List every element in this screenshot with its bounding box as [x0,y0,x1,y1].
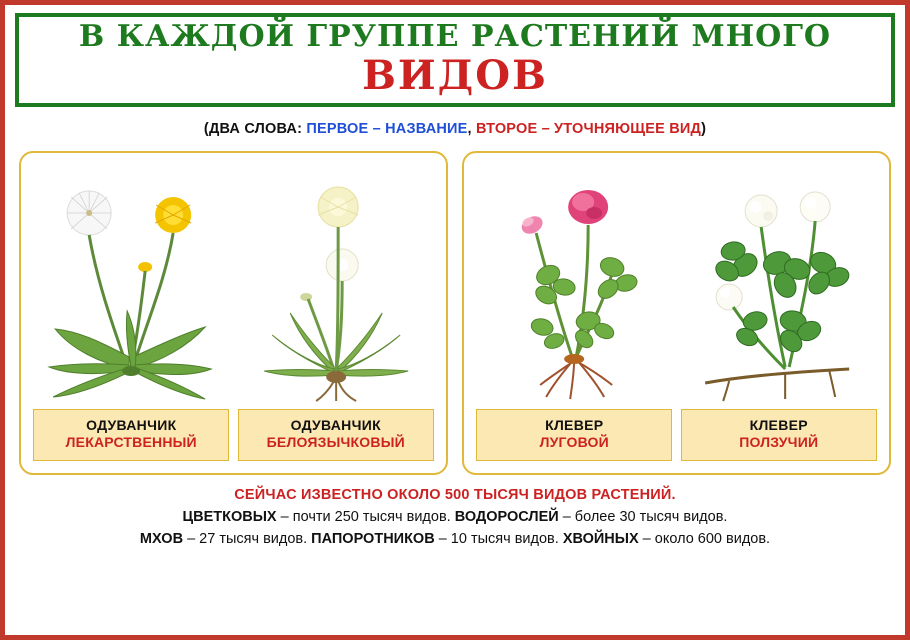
subtitle-part-2: ПЕРВОЕ – НАЗВАНИЕ [306,120,468,137]
footer-value-ferns: – 10 тысяч видов. [434,530,563,547]
clover-meadow-cell [476,163,672,403]
page-title-line-1: В КАЖДОЙ ГРУППЕ РАСТЕНИЙ МНОГО [78,19,832,54]
subtitle-part-1: ДВА СЛОВА [208,120,298,137]
dandelion-medicinal-art [33,171,229,403]
dandelion-images-row [29,163,438,403]
plant-label-clover-meadow [476,409,672,461]
page-title-line-2: ВИДОВ [362,51,548,99]
clover-creeping-art [681,171,877,403]
footer-term-flowering: ЦВЕТКОВЫХ [182,508,277,525]
subtitle-comma: , [467,120,477,137]
footer-term-conifers: ХВОЙНЫХ [562,530,639,547]
footer-value-mosses: – 27 тысяч видов. [183,530,312,547]
clover-meadow-art [476,171,672,403]
dandelion-panel [19,151,448,475]
plant-panels [19,151,891,475]
dandelion-medicinal-cell [33,163,229,403]
plant-species: ЛУГОВОЙ [539,434,609,450]
plant-species: ПОЛЗУЧИЙ [739,434,819,450]
footer-value-flowering: – почти 250 тысяч видов. [276,508,455,525]
subtitle-colon: : [297,120,307,137]
clover-labels-row [472,409,881,461]
dandelion-labels-row [29,409,438,461]
footer-term-mosses: МХОВ [139,530,184,547]
footer-line-2 [5,509,905,525]
plant-species: БЕЛОЯЗЫЧКОВЫЙ [266,434,405,450]
plant-genus: КЛЕВЕР [749,416,808,433]
plant-genus: ОДУВАНЧИК [86,416,177,433]
plant-label-clover-creeping [681,409,877,461]
statistics-footer [5,487,905,547]
plant-label-dandelion-white-tongue [238,409,434,461]
footer-term-ferns: ПАПОРОТНИКОВ [311,530,435,547]
footer-line-3 [5,531,905,547]
subtitle-open-paren: ( [203,120,209,137]
title-banner [15,13,895,107]
plant-genus: КЛЕВЕР [545,416,604,433]
plant-label-dandelion-medicinal [33,409,229,461]
subtitle-part-3: ВТОРОЕ – УТОЧНЯЮЩЕЕ ВИД [476,120,702,137]
footer-term-algae: ВОДОРОСЛЕЙ [454,508,559,525]
dandelion-white-tongue-art [238,171,434,403]
footer-headline: СЕЙЧАС ИЗВЕСТНО ОКОЛО 500 ТЫСЯЧ ВИДОВ РАСТЕНИЙ. [234,486,676,503]
plant-genus: ОДУВАНЧИК [290,416,381,433]
clover-images-row [472,163,881,403]
clover-creeping-cell [681,163,877,403]
footer-value-algae: – более 30 тысяч видов. [558,508,728,525]
dandelion-white-tongue-cell [238,163,434,403]
plant-species: ЛЕКАРСТВЕННЫЙ [65,434,197,450]
subtitle-close-paren: ) [701,120,707,137]
subtitle [5,121,905,137]
clover-panel [462,151,891,475]
footer-value-conifers: – около 600 видов. [638,530,771,547]
